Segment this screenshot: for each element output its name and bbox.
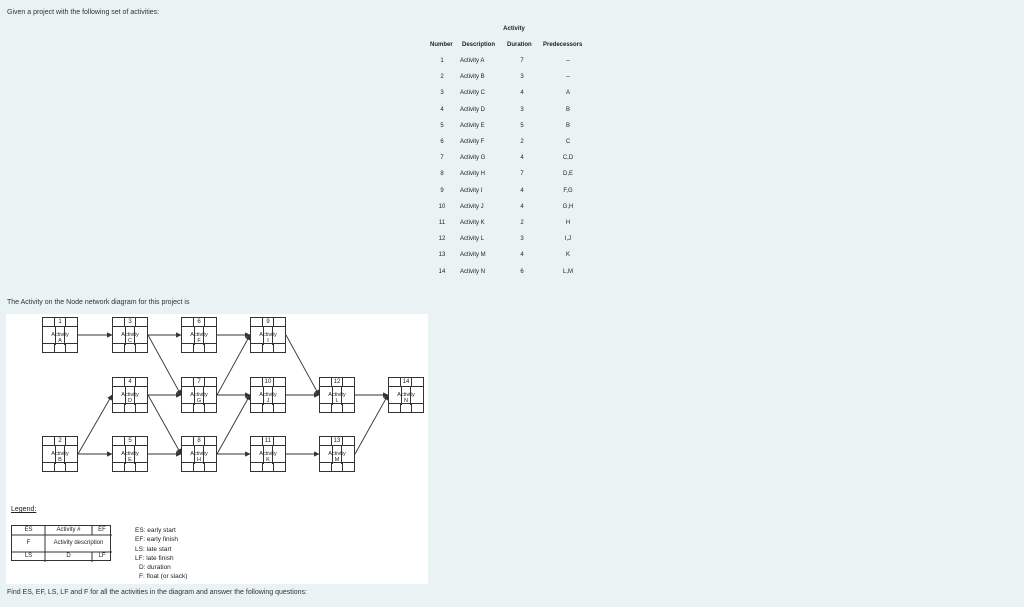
table-row	[428, 90, 608, 102]
node-number: 9	[263, 318, 275, 326]
activity-node-5	[112, 436, 148, 472]
edge-2-4	[78, 395, 112, 454]
legend-definitions	[135, 526, 187, 582]
table-cell-pred: B	[565, 122, 570, 129]
legend-activity-number: Activity #	[56, 527, 81, 533]
node-label-line1: Activity	[259, 332, 277, 338]
node-number: 3	[125, 318, 137, 326]
node-number: 7	[194, 378, 206, 386]
table-cell-number: 7	[440, 155, 444, 162]
legend-def-es: ES: early start	[135, 527, 176, 534]
node-label-line2: E	[128, 457, 132, 463]
node-label-line2: A	[58, 338, 62, 344]
node-label-line1: Activity	[190, 332, 208, 338]
node-label-line2: G	[196, 398, 202, 404]
legend-d: D	[66, 553, 71, 559]
table-row	[428, 252, 608, 264]
node-label-line2: L	[335, 398, 339, 404]
table-cell-description: Activity L	[460, 236, 485, 243]
node-label-line2: D	[128, 398, 132, 404]
node-number: 2	[55, 437, 67, 445]
table-cell-pred: C,D	[562, 155, 574, 162]
activity-node-11	[250, 436, 286, 472]
table-cell-duration: 3	[520, 236, 524, 243]
table-cell-number: 13	[438, 252, 446, 259]
aon-intro-text: The Activity on the Node network diagram for this project is	[7, 299, 190, 306]
table-cell-description: Activity A	[460, 58, 485, 64]
table-cell-number: 10	[438, 203, 446, 210]
table-row	[428, 155, 608, 167]
table-row	[428, 220, 608, 232]
node-number: 13	[332, 437, 344, 445]
find-instructions: Find ES, EF, LS, LF and F for all the activities in the diagram and answer the following questions:	[7, 589, 307, 596]
activity-node-13	[319, 436, 355, 472]
activity-node-4	[112, 377, 148, 413]
table-cell-description: Activity F	[460, 139, 485, 145]
table-cell-pred: A	[565, 90, 570, 97]
activity-node-2	[42, 436, 78, 472]
table-row	[428, 58, 608, 70]
legend-lf: LF	[98, 553, 106, 559]
table-row	[428, 188, 608, 200]
table-cell-description: Activity B	[460, 74, 485, 81]
table-cell-number: 8	[440, 171, 444, 178]
legend-def-f: F: float (or slack)	[139, 573, 188, 581]
legend-f: F	[26, 540, 31, 546]
table-row	[428, 123, 608, 135]
node-number: 8	[194, 437, 206, 445]
table-cell-number: 11	[438, 220, 446, 226]
table-cell-duration: 3	[520, 74, 524, 81]
node-number: 1	[55, 318, 67, 326]
activity-node-8	[181, 436, 217, 472]
table-cell-description: Activity D	[460, 106, 486, 113]
node-label-line2: J	[266, 398, 270, 404]
table-cell-description: Activity K	[460, 220, 485, 226]
activity-node-6	[181, 317, 217, 353]
activity-node-12	[319, 377, 355, 413]
table-cell-duration: 5	[520, 122, 524, 129]
legend-def-ls: LS: late start	[135, 545, 172, 553]
node-number: 5	[125, 437, 137, 445]
table-row	[428, 74, 608, 86]
node-number: 11	[263, 437, 275, 445]
table-cell-number: 14	[438, 268, 446, 275]
node-label-line2: K	[266, 457, 270, 463]
legend-def-d: D: duration	[139, 564, 171, 572]
node-label-line1: Activity	[259, 392, 277, 398]
table-cell-pred: --	[566, 74, 570, 81]
table-cell-pred: D,E	[562, 171, 573, 178]
table-cell-duration: 7	[520, 171, 524, 178]
node-label-line1: Activity	[397, 392, 415, 398]
legend-title: Legend:	[11, 506, 37, 513]
table-cell-number: 12	[438, 236, 446, 243]
table-header-activity: Activity	[503, 26, 525, 32]
table-cell-number: 2	[440, 74, 444, 81]
table-cell-duration: 7	[520, 58, 524, 64]
table-cell-description: Activity M	[460, 252, 486, 259]
table-cell-description: Activity C	[460, 90, 486, 97]
node-label-line2: M	[334, 457, 340, 463]
activity-node-3	[112, 317, 148, 353]
edge-13-14	[355, 395, 388, 454]
table-header-description: Description	[462, 42, 496, 48]
table-cell-pred: I,J	[564, 236, 572, 243]
table-cell-description: Activity G	[460, 155, 486, 162]
legend-activity-description: Activity description	[53, 540, 104, 546]
table-header-number: Number	[430, 42, 453, 48]
table-cell-description: Activity E	[460, 122, 485, 129]
table-cell-pred: G,H	[562, 203, 574, 210]
table-cell-number: 4	[440, 106, 444, 113]
legend-node-template	[11, 525, 111, 561]
activity-node-10	[250, 377, 286, 413]
legend-ls: LS	[24, 553, 33, 559]
node-label-line2: I	[267, 338, 269, 344]
table-cell-pred: C	[565, 139, 571, 145]
node-label-line2: C	[128, 338, 132, 344]
activity-node-7	[181, 377, 217, 413]
node-number: 12	[332, 378, 344, 386]
table-cell-number: 6	[440, 139, 444, 145]
legend-ef: EF	[98, 527, 106, 533]
table-cell-description: Activity I	[460, 187, 483, 194]
node-label-line1: Activity	[121, 332, 139, 338]
table-cell-duration: 2	[520, 139, 524, 145]
node-number: 4	[125, 378, 137, 386]
table-header-duration: Duration	[507, 42, 532, 48]
table-cell-pred: --	[566, 58, 570, 64]
node-label-line1: Activity	[190, 392, 208, 398]
table-cell-duration: 3	[520, 106, 524, 113]
node-label-line2: B	[58, 457, 62, 463]
table-cell-number: 5	[440, 122, 444, 129]
table-cell-duration: 4	[520, 187, 524, 194]
table-row	[428, 171, 608, 183]
table-cell-description: Activity J	[460, 203, 484, 210]
activity-node-14	[388, 377, 424, 413]
table-cell-number: 9	[440, 187, 444, 194]
table-cell-number: 3	[440, 90, 444, 97]
table-cell-duration: 4	[520, 155, 524, 162]
table-cell-description: Activity H	[460, 171, 486, 178]
edge-4-8	[148, 395, 181, 454]
node-label-line1: Activity	[121, 451, 139, 457]
table-cell-pred: B	[565, 106, 570, 113]
table-cell-pred: H	[565, 220, 571, 226]
node-label-line1: Activity	[190, 451, 208, 457]
node-label-line1: Activity	[259, 451, 277, 457]
node-label-line2: N	[404, 398, 408, 404]
activity-node-9	[250, 317, 286, 353]
table-cell-duration: 2	[520, 220, 524, 226]
table-row	[428, 139, 608, 151]
node-label-line1: Activity	[121, 392, 139, 398]
table-cell-pred: F,G	[563, 187, 573, 194]
table-cell-pred: K	[565, 252, 570, 259]
table-row	[428, 107, 608, 119]
node-label-line1: Activity	[328, 392, 346, 398]
edge-7-9	[217, 335, 250, 395]
node-number: 10	[263, 378, 275, 386]
node-number: 14	[401, 378, 413, 386]
table-row	[428, 204, 608, 216]
node-label-line1: Activity	[328, 451, 346, 457]
table-cell-duration: 4	[520, 203, 524, 210]
table-cell-duration: 4	[520, 90, 524, 97]
node-label-line1: Activity	[51, 332, 69, 338]
legend-def-ef: EF: early finish	[135, 536, 178, 544]
node-label-line2: H	[197, 457, 201, 463]
table-cell-duration: 4	[520, 252, 524, 259]
node-label-line1: Activity	[51, 451, 69, 457]
legend-def-lf: LF: late finish	[135, 554, 174, 562]
table-cell-duration: 6	[520, 268, 524, 275]
edge-3-7	[148, 335, 181, 395]
table-row	[428, 269, 608, 281]
legend-es: ES	[24, 527, 33, 533]
node-label-line2: F	[197, 338, 201, 344]
table-cell-number: 1	[440, 58, 444, 64]
table-header-predecessors: Predecessors	[543, 42, 583, 48]
intro-text: Given a project with the following set of activities:	[7, 9, 160, 16]
edge-9-12	[286, 335, 319, 395]
table-row	[428, 236, 608, 248]
edge-8-10	[217, 395, 250, 454]
table-cell-pred: L,M	[562, 268, 573, 275]
node-number: 6	[194, 318, 206, 326]
network-diagram-panel	[6, 314, 428, 584]
activity-node-1	[42, 317, 78, 353]
table-cell-description: Activity N	[460, 268, 486, 275]
